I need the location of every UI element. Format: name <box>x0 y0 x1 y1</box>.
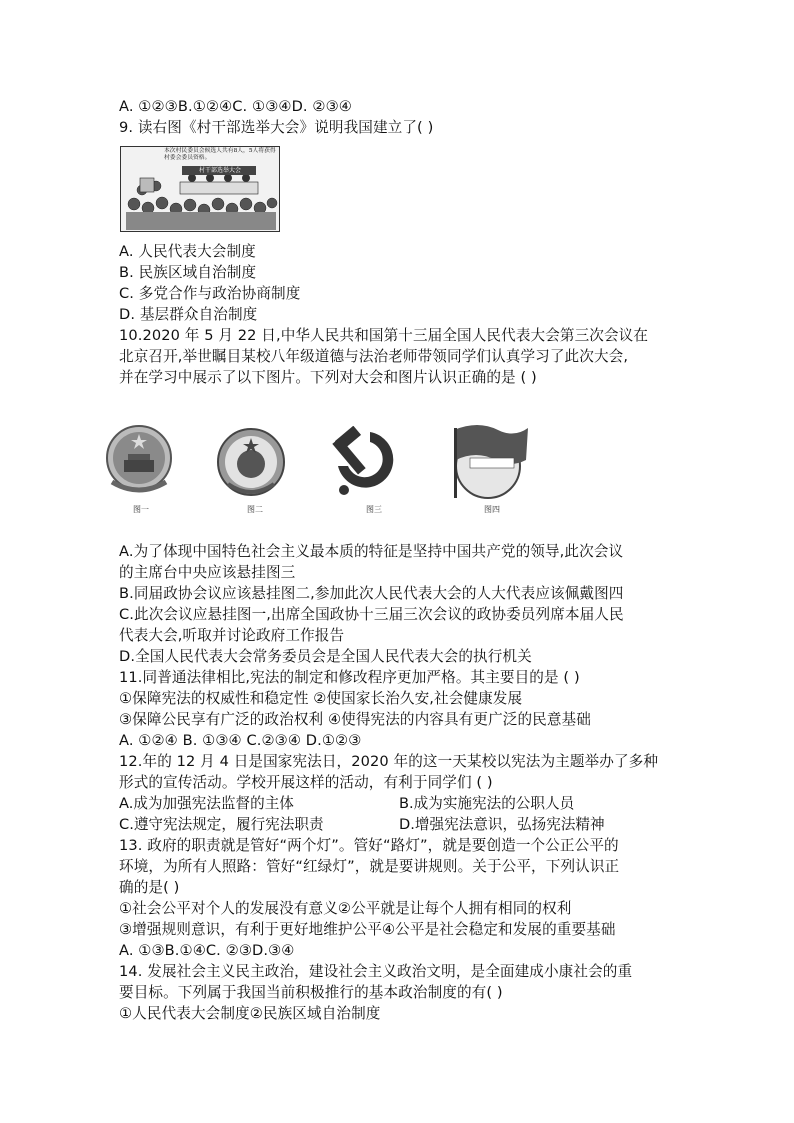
q10-option-d: D.全国人民代表大会常务委员会是全国人民代表大会的执行机关 <box>119 648 532 665</box>
q10-option-a-line-1: A.为了体现中国特色社会主义最本质的特征是坚持中国共产党的领导,此次会议 <box>119 543 624 560</box>
q13-stem-line-3: 确的是( ) <box>119 879 180 896</box>
q8-options: A. ①②③B.①②④C. ①③④D. ②③④ <box>119 98 352 115</box>
q10-option-a-line-2: 的主席台中央应该悬挂图三 <box>119 564 296 581</box>
figure-label-1: 图一 <box>133 505 149 514</box>
q9-option-c: C. 多党合作与政治协商制度 <box>119 285 301 302</box>
q14-stem-line-1: 14. 发展社会主义民主政治，建设社会主义政治文明，是全面建成小康社会的重 <box>119 963 633 980</box>
q10-option-c-line-1: C.此次会议应悬挂图一,出席全国政协十三届三次会议的政协委员列席本届人民 <box>119 606 624 623</box>
q12-stem-line-2: 形式的宣传活动。学校开展这样的活动，有利于同学们 ( ) <box>119 774 493 791</box>
q14-stem-line-2: 要目标。下列属于我国当前积极推行的基本政治制度的有( ) <box>119 984 503 1001</box>
figure-label-2: 图二 <box>247 505 263 514</box>
figure-label-3: 图三 <box>366 505 382 514</box>
q13-items-line-2: ③增强规则意识，有利于更好地维护公平④公平是社会稳定和发展的重要基础 <box>119 921 616 938</box>
q12-options-row-1 <box>119 794 679 814</box>
q10-stem-line-2: 北京召开,举世瞩目某校八年级道德与法治老师带领同学们认真学习了此次大会, <box>119 348 629 365</box>
cppcc-emblem-figure <box>216 424 286 504</box>
deputy-badge-figure <box>448 420 532 504</box>
q10-option-c-line-2: 代表大会,听取并讨论政府工作报告 <box>119 627 345 644</box>
q10-stem-line-1: 10.2020 年 5 月 22 日,中华人民共和国第十三届全国人民代表大会第三次会议在 <box>119 327 649 344</box>
q11-options: A. ①②④ B. ①③④ C.②③④ D.①②③ <box>119 732 362 749</box>
q9-election-image <box>120 146 280 232</box>
q12-options-row-2 <box>119 815 679 835</box>
q9-stem: 9. 读右图《村干部选举大会》说明我国建立了( ) <box>119 119 434 136</box>
q10-stem-line-3: 并在学习中展示了以下图片。下列对大会和图片认识正确的是 ( ) <box>119 369 537 386</box>
q14-items-line-1: ①人民代表大会制度②民族区域自治制度 <box>119 1005 381 1022</box>
q13-stem-line-2: 环境，为所有人照路：管好“红绿灯”，就是要讲规则。关于公平，下列认识正 <box>119 858 620 875</box>
q13-options: A. ①③B.①④C. ②③D.③④ <box>119 942 295 959</box>
q12-option-b: B.成为实施宪法的公职人员 <box>399 795 575 812</box>
q11-stem: 11.同普通法律相比,宪法的制定和修改程序更加严格。其主要目的是 ( ) <box>119 669 580 686</box>
q9-image-caption: 本次村民委员会候选人共有8人，5人将获得村委会委员资格。 <box>164 148 276 161</box>
q11-items-line-2: ③保障公民享有广泛的政治权利 ④使得宪法的内容具有更广泛的民意基础 <box>119 711 591 728</box>
party-emblem-figure <box>330 426 400 502</box>
q12-option-d: D.增强宪法意识，弘扬宪法精神 <box>399 816 605 833</box>
q9-option-b: B. 民族区域自治制度 <box>119 264 257 281</box>
q13-items-line-1: ①社会公平对个人的发展没有意义②公平就是让每个人拥有相同的权利 <box>119 900 572 917</box>
national-emblem-figure <box>104 420 174 504</box>
q13-stem-line-1: 13. 政府的职责就是管好“两个灯”。管好“路灯”，就是要创造一个公正公平的 <box>119 837 619 854</box>
q12-option-a: A.成为加强宪法监督的主体 <box>119 795 294 812</box>
figure-label-4: 图四 <box>484 505 500 514</box>
q11-items-line-1: ①保障宪法的权威性和稳定性 ②使国家长治久安,社会健康发展 <box>119 690 523 707</box>
q9-image-banner: 村干部选举大会 <box>198 167 241 174</box>
q10-option-b: B.同届政协会议应该悬挂图二,参加此次人民代表大会的人大代表应该佩戴图四 <box>119 585 624 602</box>
q9-option-d: D. 基层群众自治制度 <box>119 306 258 323</box>
q12-stem-line-1: 12.年的 12 月 4 日是国家宪法日，2020 年的这一天某校以宪法为主题举办了多种 <box>119 753 659 770</box>
q12-option-c: C.遵守宪法规定，履行宪法职责 <box>119 816 324 833</box>
q9-option-a: A. 人民代表大会制度 <box>119 243 256 260</box>
